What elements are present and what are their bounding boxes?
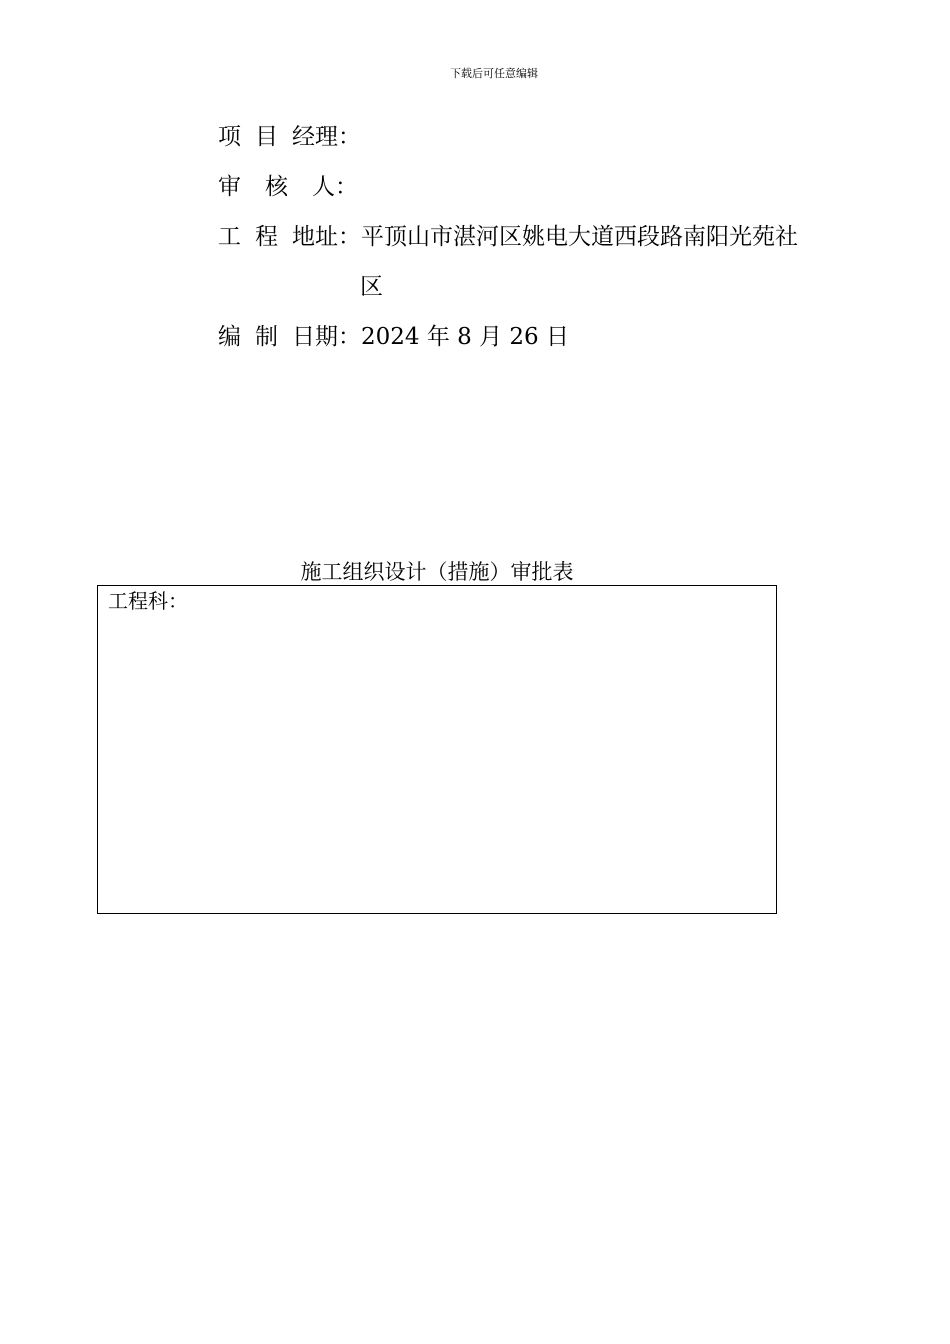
reviewer-label-2: 核 — [265, 174, 288, 200]
reviewer-label-1: 审 — [218, 174, 241, 200]
compile-date-label-3: 日期： — [292, 324, 361, 350]
project-address-label-1: 工 — [218, 224, 241, 250]
compile-date-label-2: 制 — [255, 324, 278, 350]
project-manager-label-2: 目 — [255, 124, 278, 150]
project-address-row — [218, 222, 798, 252]
project-address-continuation: 区 — [360, 274, 383, 300]
project-manager-row — [218, 122, 361, 152]
approval-table-title: 施工组织设计（措施）审批表 — [300, 560, 574, 584]
project-manager-label-1: 项 — [218, 124, 241, 150]
engineering-section-label: 工程科： — [108, 589, 188, 613]
reviewer-label-3: 人： — [312, 174, 358, 200]
compile-date-label-1: 编 — [218, 324, 241, 350]
project-address-label-2: 程 — [255, 224, 278, 250]
compile-date-row — [218, 322, 569, 352]
reviewer-row — [218, 172, 358, 202]
compile-date-value: 2024 年 8 月 26 日 — [361, 324, 569, 350]
project-address-value: 平顶山市湛河区姚电大道西段路南阳光苑社 — [361, 224, 798, 250]
approval-table — [97, 585, 777, 914]
page-header-note: 下载后可任意编辑 — [450, 67, 538, 80]
project-address-label-3: 地址： — [292, 224, 361, 250]
project-manager-label-3: 经理： — [292, 124, 361, 150]
